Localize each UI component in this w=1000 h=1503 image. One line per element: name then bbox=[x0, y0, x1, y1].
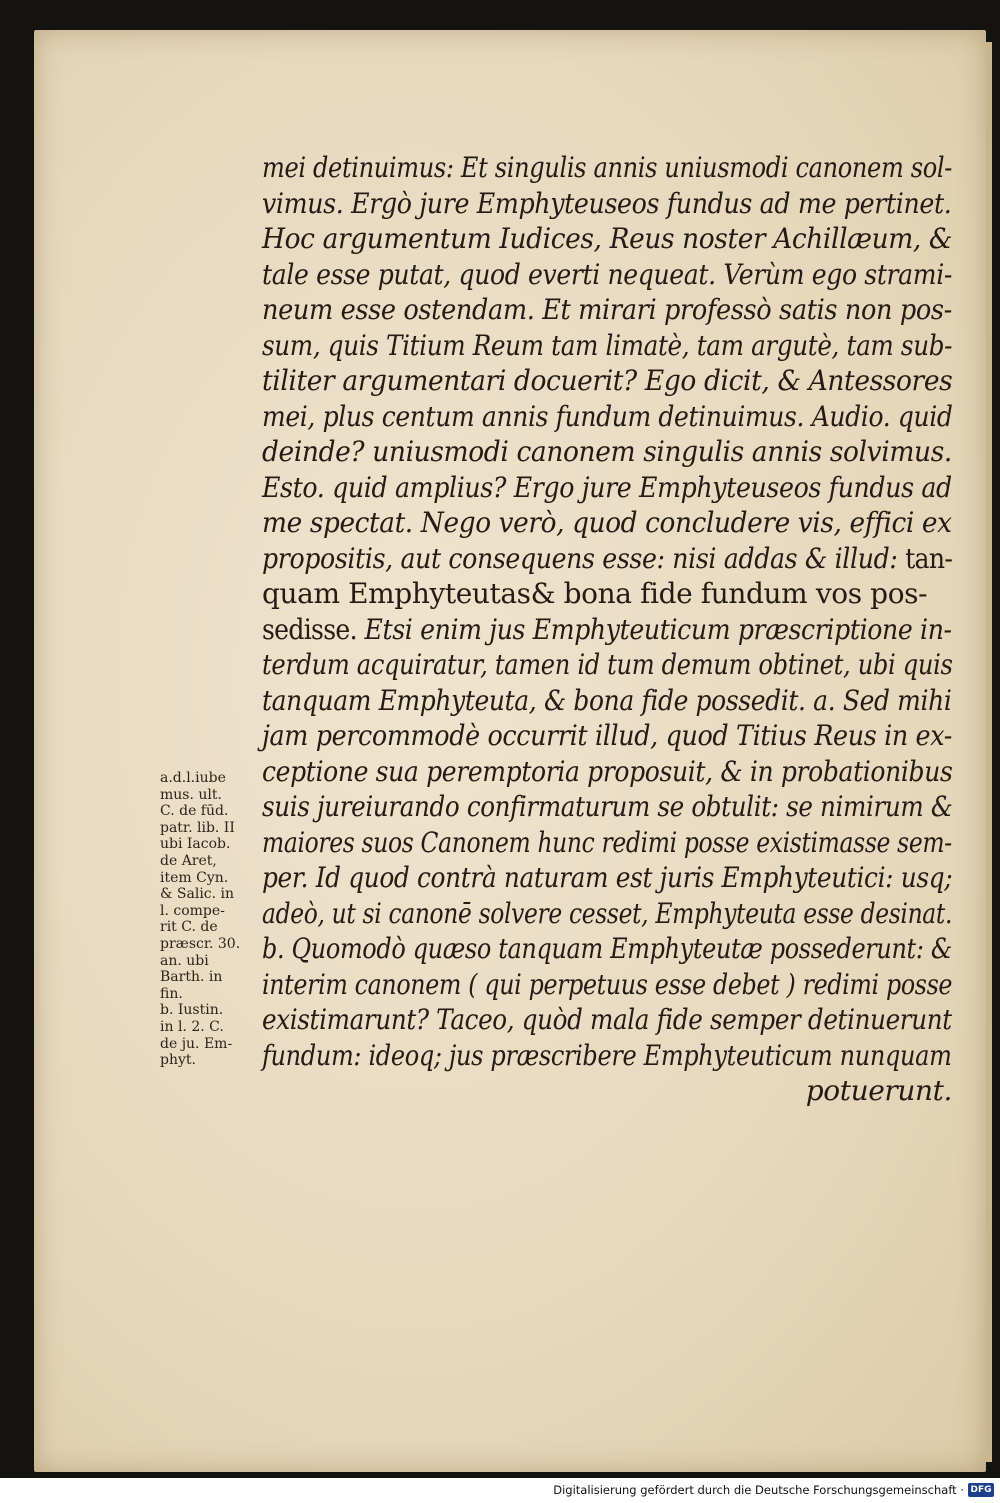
text-line: suis jureiurando confirmaturum se obtulit: se nimirum & bbox=[262, 790, 953, 823]
text-line-last: potuerunt. bbox=[805, 1074, 952, 1107]
text-line: b. Quomodò quæso tanquam Emphyteutæ possederunt: & bbox=[262, 932, 952, 965]
margin-note-line: item Cyn. bbox=[160, 869, 229, 886]
text-line: maiores suos Canonem hunc redimi posse existimasse sem- bbox=[262, 825, 952, 859]
text-line: interim canonem ( qui perpetuus esse debet ) redimi posse bbox=[262, 967, 953, 1001]
text-line bbox=[262, 541, 953, 577]
footer-credit-text: Digitalisierung gefördert durch die Deutsche Forschungsgemeinschaft · bbox=[553, 1483, 964, 1497]
text-line: quam Emphyteutas& bona fide fundum vos pos- bbox=[262, 577, 928, 610]
main-text-block bbox=[262, 150, 952, 1109]
text-line: neum esse ostendam. Et mirari professò satis non pos- bbox=[262, 293, 952, 326]
margin-note-line: a.d.l.iube bbox=[160, 770, 226, 786]
margin-note-line: l. compe- bbox=[160, 902, 225, 919]
margin-note-line: an. ubi bbox=[160, 952, 209, 969]
text-line: mei, plus centum annis fundum detinuimus. Audio. quid bbox=[262, 399, 953, 433]
text-line: Esto. quid amplius? Ergo jure Emphyteuseos fundus ad bbox=[262, 470, 952, 504]
margin-note-line: C. de fūd. bbox=[160, 803, 229, 820]
page-edge bbox=[986, 42, 992, 1462]
text-line-italic: Etsi enim jus Emphyteuticum præscriptione in- bbox=[364, 612, 952, 646]
text-line-roman: tan- bbox=[905, 541, 953, 575]
dfg-logo: DFG bbox=[968, 1483, 994, 1497]
text-line: tanquam Emphyteuta, & bona fide possedit. a. Sed mihi bbox=[262, 683, 952, 717]
margin-note-line: præscr. 30. bbox=[160, 935, 241, 952]
text-line-italic: propositis, aut consequens esse: nisi addas & illud: bbox=[262, 541, 898, 575]
margin-note-line: phyt. bbox=[160, 1052, 196, 1069]
margin-note-line: patr. lib. II bbox=[160, 819, 235, 836]
text-line: jam percommodè occurrit illud, quod Titius Reus in ex- bbox=[262, 719, 952, 752]
margin-note-line: de ju. Em- bbox=[160, 1035, 233, 1052]
margin-note-line: de Aret, bbox=[160, 852, 217, 869]
marginal-notes bbox=[160, 770, 260, 1069]
margin-note-line: b. Iustin. bbox=[160, 1002, 224, 1019]
text-line: terdum acquiratur, tamen id tum demum obtinet, ubi quis bbox=[262, 648, 953, 681]
text-line-roman: sedisse. bbox=[262, 612, 357, 646]
text-line: existimarunt? Taceo, quòd mala fide semper detinuerunt bbox=[262, 1003, 952, 1036]
text-line: ceptione sua peremptoria proposuit, & in probationibus bbox=[262, 754, 953, 788]
margin-note-line: in l. 2. C. bbox=[160, 1018, 224, 1035]
digitization-footer bbox=[0, 1478, 1000, 1503]
text-line: deinde? uniusmodi canonem singulis annis solvimus. bbox=[262, 435, 952, 468]
text-line: tale esse putat, quod everti nequeat. Verùm ego strami- bbox=[262, 257, 953, 291]
text-line: per. Id quod contrà naturam est juris Emphyteutici: usq; bbox=[262, 861, 953, 894]
text-line: adeò, ut si canonē solvere cesset, Emphyteuta esse desinat. bbox=[262, 896, 953, 930]
margin-note-line: rit C. de bbox=[160, 919, 218, 936]
margin-note-line: fin. bbox=[160, 985, 183, 1002]
text-line: sum, quis Titium Reum tam limatè, tam argutè, tam sub- bbox=[262, 328, 953, 362]
text-line: Hoc argumentum Iudices, Reus noster Achillæum, & bbox=[262, 222, 953, 255]
margin-note-line: Barth. in bbox=[160, 969, 223, 986]
margin-note-line: ubi Iacob. bbox=[160, 836, 231, 853]
text-line: vimus. Ergò jure Emphyteuseos fundus ad me pertinet. bbox=[262, 186, 952, 220]
text-line: fundum: ideoq; jus præscribere Emphyteuticum nunquam bbox=[262, 1038, 952, 1072]
margin-note-line: & Salic. in bbox=[160, 886, 235, 903]
margin-note-line: mus. ult. bbox=[160, 786, 222, 803]
text-line: me spectat. Nego verò, quod concludere vis, effici ex bbox=[262, 506, 952, 539]
text-line: mei detinuimus: Et singulis annis uniusmodi canonem sol- bbox=[262, 151, 952, 184]
text-line bbox=[262, 612, 952, 648]
text-line: tiliter argumentari docuerit? Ego dicit, & Antessores bbox=[262, 364, 953, 397]
